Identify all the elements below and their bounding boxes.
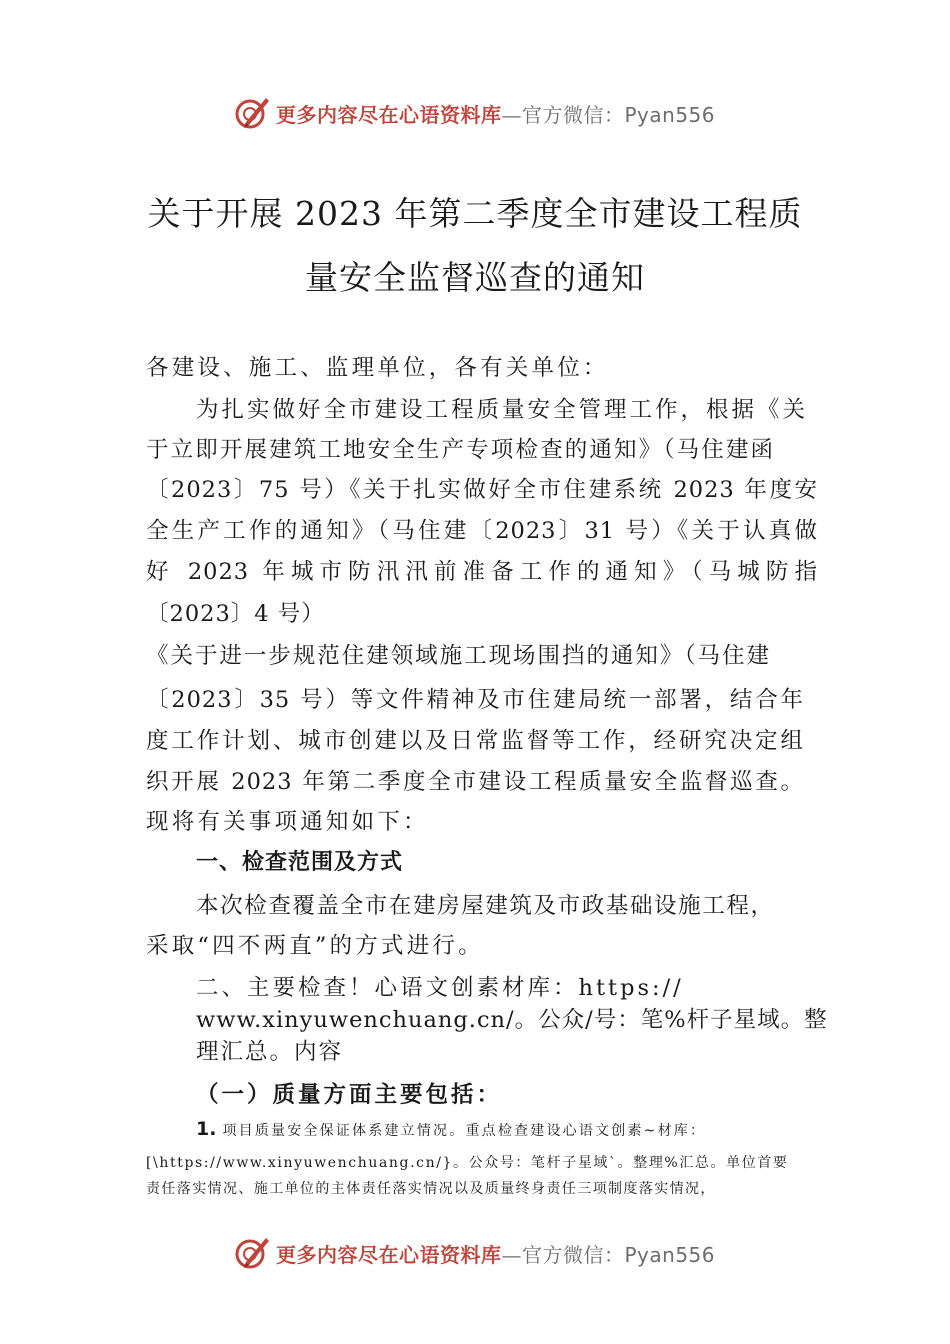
- watermark-text: 更多内容尽在心语资料库—官方微信：Pyan556: [276, 1243, 716, 1267]
- paragraph-line: 全生产工作的通知》（马住建〔2023〕31 号）《关于认真做: [146, 518, 818, 544]
- paragraph-line: 度工作计划、城市创建以及日常监督等工作，经研究决定组: [146, 728, 804, 754]
- watermark-text: 更多内容尽在心语资料库—官方微信：Pyan556: [276, 103, 716, 127]
- paragraph-line: 织开展 2023 年第二季度全市建设工程质量安全监督巡查。: [146, 769, 804, 795]
- paragraph-line: 〔2023〕75 号）《关于扎实做好全市住建系统 2023 年度安: [146, 477, 818, 503]
- section-heading: 一、检查范围及方式: [196, 850, 404, 875]
- paragraph-line: 现将有关事项通知如下：: [146, 809, 429, 835]
- list-item-line: [\https://www.xinyuwenchuang.cn/}。公众号：笔杆子星域`。整理%汇总。单位首要: [146, 1155, 789, 1171]
- paragraph-line: 〔2023〕4 号）: [146, 601, 325, 627]
- paragraph-line: 〔2023〕35 号）等文件精神及市住建局统一部署，结合年: [146, 687, 804, 713]
- list-item-line: 责任落实情况、施工单位的主体责任落实情况以及质量终身责任三项制度落实情况，: [146, 1181, 716, 1197]
- header-watermark-banner: [0, 92, 950, 136]
- document-title-line-2: 量安全监督巡查的通知: [305, 258, 645, 297]
- paragraph-line: www.xinyuwenchuang.cn/。公众/号：笔%杆子星域。整: [196, 1007, 828, 1033]
- paragraph-line: 为扎实做好全市建设工程质量安全管理工作，根据《关: [196, 397, 806, 423]
- paragraph-line: 好 2023 年城市防汛汛前准备工作的通知》（马城防指: [146, 559, 818, 585]
- paragraph-line: 《关于进一步规范住建领域施工现场围挡的通知》（马住建: [146, 643, 770, 669]
- paragraph-line: 二、主要检查！心语文创素材库：https://: [196, 975, 684, 1001]
- paragraph-line: 采取“四不两直”的方式进行。: [146, 933, 484, 959]
- salutation: 各建设、施工、监理单位，各有关单位：: [146, 355, 609, 381]
- paragraph-line: 理汇总。内容: [196, 1039, 344, 1065]
- paragraph-line: 本次检查覆盖全市在建房屋建筑及市政基础设施工程，: [196, 893, 774, 919]
- pen-logo-icon: [232, 1232, 272, 1272]
- pen-logo-icon: [232, 92, 272, 132]
- list-item-number: 1.: [196, 1118, 217, 1140]
- footer-watermark-banner: [0, 1232, 950, 1276]
- document-title-line-1: 关于开展 2023 年第二季度全市建设工程质: [147, 194, 803, 233]
- paragraph-line: 于立即开展建筑工地安全生产专项检查的通知》（马住建函: [146, 437, 774, 463]
- subsection-heading: （一）质量方面主要包括：: [196, 1082, 503, 1108]
- list-item: 1. 项目质量安全保证体系建立情况。重点检查建设心语文创素~材库：: [196, 1118, 707, 1140]
